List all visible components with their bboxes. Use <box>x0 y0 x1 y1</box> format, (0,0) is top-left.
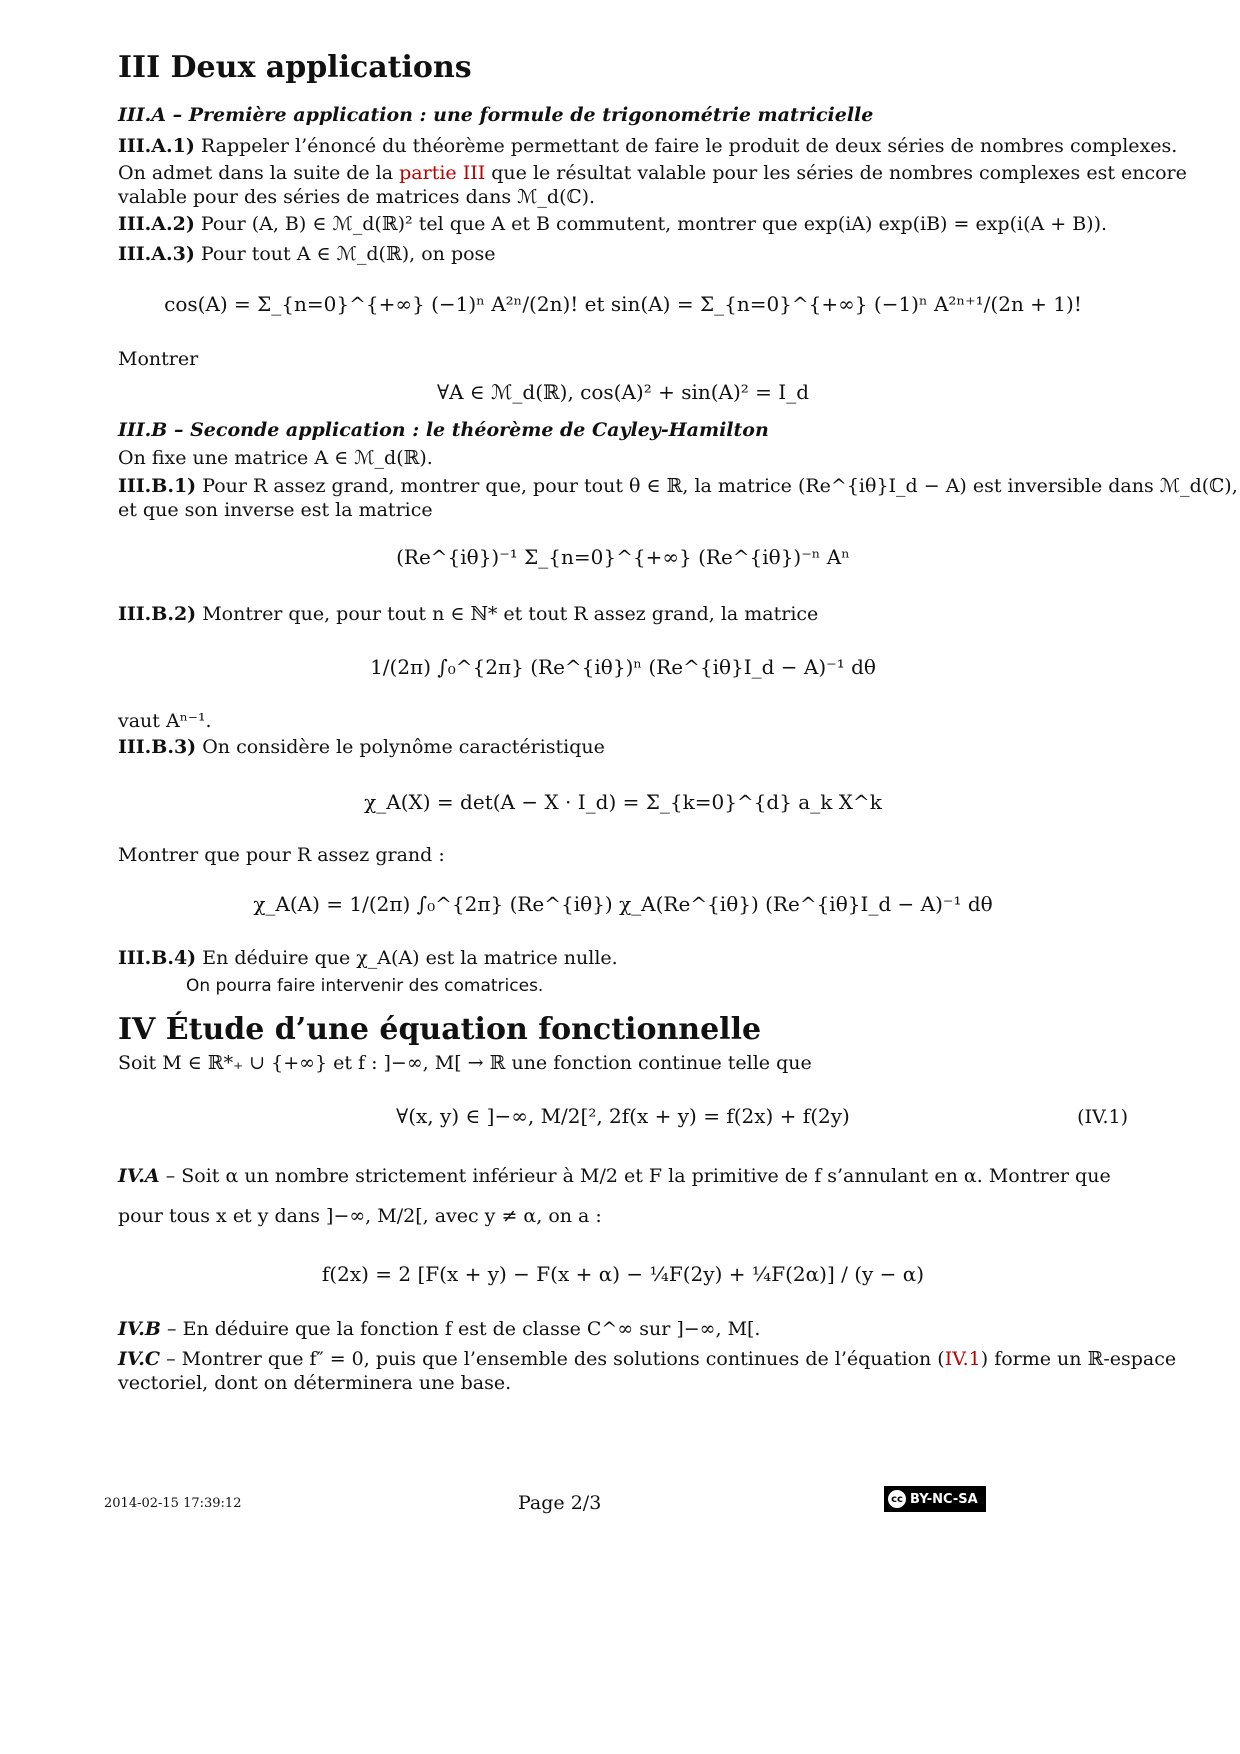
cc-license-logo <box>884 1486 986 1512</box>
question-3b2 <box>118 601 818 627</box>
subsection-3b-heading: III.B – Seconde application : le théorème de Cayley-Hamilton <box>118 419 769 441</box>
question-text: Montrer que f″ = 0, puis que l’ensemble des solutions continues de l’équation ( <box>181 1348 945 1370</box>
question-3b1 <box>118 473 1238 499</box>
section-3-title: III Deux applications <box>118 50 472 85</box>
equation-inverse: (Re^{iθ})⁻¹ Σ_{n=0}^{+∞} (Re^{iθ})⁻ⁿ Aⁿ <box>396 545 850 569</box>
partie-iii-link[interactable]: partie III <box>399 162 486 184</box>
question-label: III.B.2) <box>118 603 197 625</box>
question-3a1 <box>118 133 1177 159</box>
question-4c: IV.C – Montrer que f″ = 0, puis que l’ensemble des solutions continues de l’équation (IV.1) forme un ℝ-espace <box>118 1348 1177 1370</box>
question-text: Pour tout A ∈ ℳ_d(ℝ), on pose <box>200 243 496 265</box>
admission-note-line2: valable pour des séries de matrices dans ℳ_d(ℂ). <box>118 186 596 208</box>
fix-matrix-text: On fixe une matrice A ∈ ℳ_d(ℝ). <box>118 447 433 469</box>
question-4a-line2: pour tous x et y dans ]−∞, M/2[, avec y ≠ α, on a : <box>118 1205 602 1227</box>
question-label: III.B.4) <box>118 947 197 969</box>
montrer2-text: Montrer que pour R assez grand : <box>118 844 445 866</box>
equation-identity: ∀A ∈ ℳ_d(ℝ), cos(A)² + sin(A)² = I_d <box>437 380 809 404</box>
vaut-text: vaut Aⁿ⁻¹. <box>118 710 212 732</box>
question-text: On considère le polynôme caractéristique <box>202 736 605 758</box>
question-text: Pour R assez grand, montrer que, pour tout θ ∈ ℝ, la matrice (Re^{iθ}I_d − A) est inversible dans ℳ_d(ℂ), <box>202 475 1238 497</box>
note-text-end: que le résultat valable pour les séries de nombres complexes est encore <box>485 162 1187 184</box>
montrer-text: Montrer <box>118 348 199 370</box>
question-label: III.A.1) <box>118 135 195 157</box>
section-4-intro: Soit M ∈ ℝ*₊ ∪ {+∞} et f : ]−∞, M[ → ℝ une fonction continue telle que <box>118 1052 812 1074</box>
question-label: III.B.1) <box>118 475 197 497</box>
question-text: Montrer que, pour tout n ∈ ℕ* et tout R assez grand, la matrice <box>202 603 819 625</box>
equation-charpoly: χ_A(X) = det(A − X · I_d) = Σ_{k=0}^{d} a_k X^k <box>364 790 882 814</box>
question-label: III.A.3) <box>118 243 195 265</box>
question-label: IV.B <box>118 1318 161 1340</box>
question-text: En déduire que la fonction f est de classe C^∞ sur ]−∞, M[. <box>182 1318 761 1340</box>
question-3b4 <box>118 945 618 971</box>
footer-page-number: Page 2/3 <box>518 1492 602 1514</box>
equation-integral: 1/(2π) ∫₀^{2π} (Re^{iθ})ⁿ (Re^{iθ}I_d − A)⁻¹ dθ <box>370 655 876 679</box>
cc-icon: cc <box>888 1490 906 1508</box>
section-4-title: IV Étude d’une équation fonctionnelle <box>118 1012 762 1047</box>
question-text-end: ) forme un ℝ-espace <box>980 1348 1177 1370</box>
question-text: Soit α un nombre strictement inférieur à M/2 et F la primitive de f s’annulant en α. Montrer que <box>181 1165 1111 1187</box>
equation-chiA: χ_A(A) = 1/(2π) ∫₀^{2π} (Re^{iθ}) χ_A(Re^{iθ}) (Re^{iθ}I_d − A)⁻¹ dθ <box>253 892 993 916</box>
equation-cos-sin: cos(A) = Σ_{n=0}^{+∞} (−1)ⁿ A²ⁿ/(2n)! et sin(A) = Σ_{n=0}^{+∞} (−1)ⁿ A²ⁿ⁺¹/(2n + 1)! <box>164 292 1082 316</box>
question-text: Rappeler l’énoncé du théorème permettant de faire le produit de deux séries de nombres complexes. <box>200 135 1178 157</box>
subsection-3a-heading: III.A – Première application : une formule de trigonométrie matricielle <box>118 104 874 126</box>
note-text: On admet dans la suite de la <box>118 162 400 184</box>
question-3b1-line2: et que son inverse est la matrice <box>118 499 433 521</box>
question-3a3 <box>118 241 496 267</box>
question-text: Pour (A, B) ∈ ℳ_d(ℝ)² tel que A et B commutent, montrer que exp(iA) exp(iB) = exp(i(A + B)). <box>200 213 1108 235</box>
question-4c-line2: vectoriel, dont on déterminera une base. <box>118 1372 512 1394</box>
license-text: BY-NC-SA <box>910 1491 978 1507</box>
equation-main: ∀(x, y) ∈ ]−∞, M/2[², 2f(x + y) = f(2x) + f(2y) <box>396 1104 850 1128</box>
admission-note <box>118 160 1187 186</box>
question-text: En déduire que χ_A(A) est la matrice nulle. <box>202 947 618 969</box>
question-3a2 <box>118 211 1107 237</box>
equation-f2x: f(2x) = 2 [F(x + y) − F(x + α) − ¼F(2y) + ¼F(2α)] / (y − α) <box>321 1262 925 1286</box>
question-label: IV.C <box>118 1348 161 1370</box>
footer-timestamp: 2014-02-15 17:39:12 <box>104 1496 242 1511</box>
question-label: III.A.2) <box>118 213 195 235</box>
equation-iv1-link[interactable]: IV.1 <box>944 1348 981 1370</box>
license-badge[interactable] <box>884 1486 986 1512</box>
question-label: III.B.3) <box>118 736 197 758</box>
question-label: IV.A <box>118 1165 160 1187</box>
question-4a: IV.A – Soit α un nombre strictement inférieur à M/2 et F la primitive de f s’annulant en α. Montrer que <box>118 1165 1111 1187</box>
question-3b3 <box>118 734 605 760</box>
question-4b: IV.B – En déduire que la fonction f est de classe C^∞ sur ]−∞, M[. <box>118 1318 761 1340</box>
hint-comatrices: On pourra faire intervenir des comatrices. <box>186 976 544 996</box>
equation-tag: (IV.1) <box>1077 1106 1128 1128</box>
